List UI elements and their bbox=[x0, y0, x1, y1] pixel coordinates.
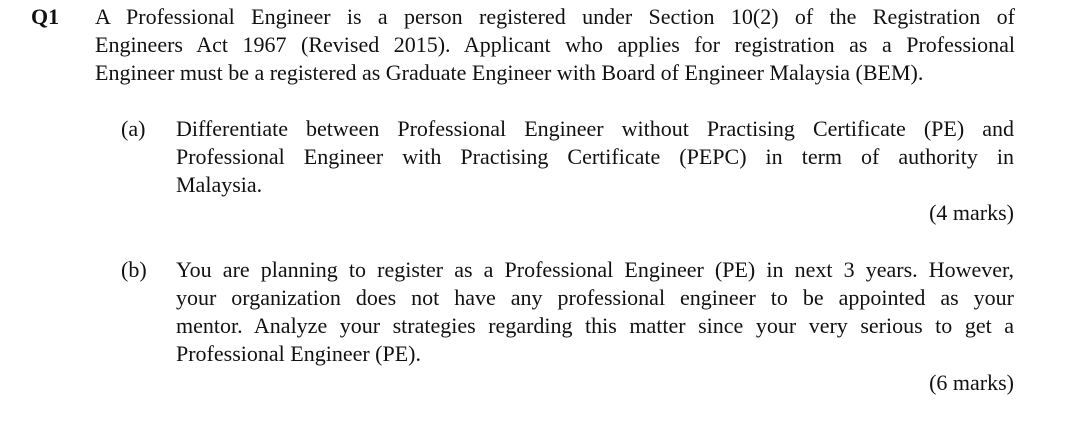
question-intro bbox=[95, 3, 1015, 87]
part-a-marks: (4 marks) bbox=[929, 200, 1014, 225]
intro-line: Engineers Act 1967 (Revised 2015). Applicant who applies for registration as a Professional bbox=[95, 32, 1015, 57]
part-a-text bbox=[176, 115, 1014, 199]
part-b-line: Professional Engineer (PE). bbox=[176, 341, 421, 366]
intro-line: A Professional Engineer is a person registered under Section 10(2) of the Registration of bbox=[95, 4, 1015, 29]
question-number: Q1 bbox=[31, 4, 60, 29]
part-b-label: (b) bbox=[121, 257, 147, 282]
part-b-line: mentor. Analyze your strategies regarding this matter since your very serious to get a bbox=[176, 313, 1014, 338]
part-b-line: You are planning to register as a Professional Engineer (PE) in next 3 years. However, bbox=[176, 257, 1014, 282]
part-b-text bbox=[176, 256, 1014, 368]
part-b-marks: (6 marks) bbox=[929, 370, 1014, 395]
intro-line: Engineer must be a registered as Graduate Engineer with Board of Engineer Malaysia (BEM). bbox=[95, 60, 924, 85]
part-a-line: Malaysia. bbox=[176, 172, 263, 197]
part-a-line: Professional Engineer with Practising Certificate (PEPC) in term of authority in bbox=[176, 144, 1014, 169]
part-a-label: (a) bbox=[121, 116, 146, 141]
part-a-line: Differentiate between Professional Engineer without Practising Certificate (PE) and bbox=[176, 116, 1014, 141]
part-b-line: your organization does not have any professional engineer to be appointed as your bbox=[176, 285, 1014, 310]
